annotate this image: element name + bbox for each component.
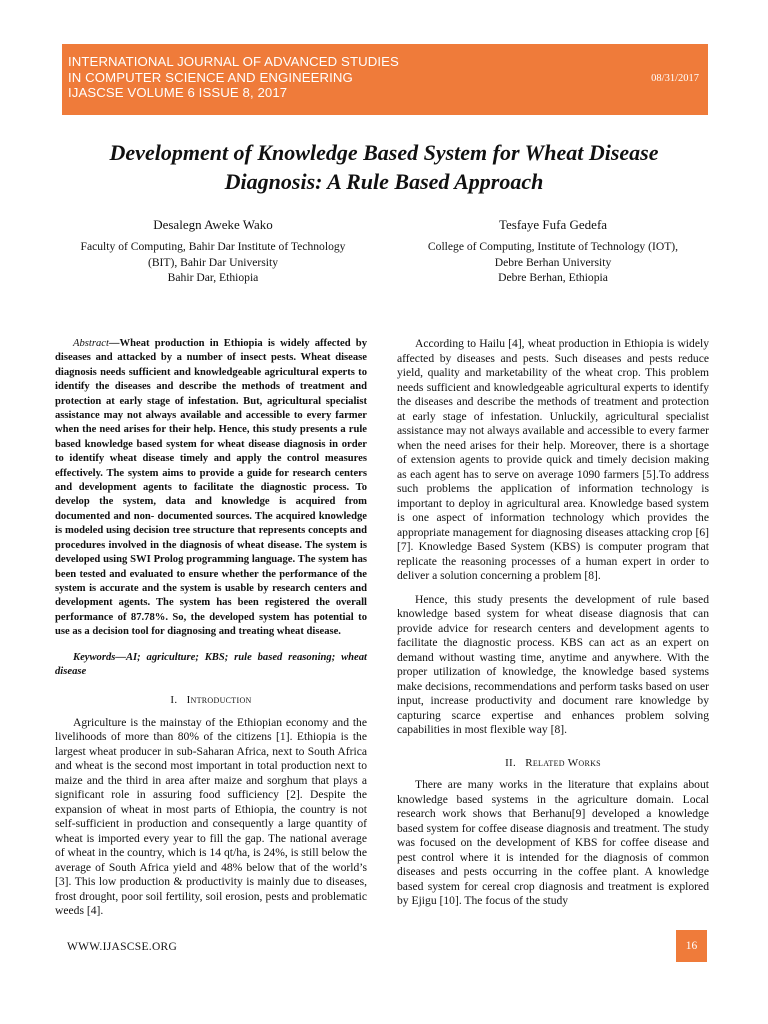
left-column [55,337,367,919]
paper-title-line-1: Development of Knowledge Based System for Wheat Disease [109,140,659,165]
introduction-paragraph: Agriculture is the mainstay of the Ethiopian economy and the livelihoods of more than 80% of the citizens [1]. Ethiopia is the largest wheat producer in sub-Saharan Africa, next to South Africa and wheat is the second most important in total production next to maize and the third in area after maize and sorghum that plays a significant role in assuring food sufficiency [2]. Despite the expansion of wheat in most parts of Ethiopia, the country is not self-sufficient in production and consequently a large quantity of wheat is imported every year to fill the gap. The national average of wheat in the country, which is 14 qt/ha, is 24%, is still below the average of South Africa yield and 48% below that of the world’s [3]. This low production & productivity is mainly due to diseases, frost drought, poor soil fertility, soil erosion, pests and problematic weeds [4]. [55,715,367,918]
author-block-1 [48,217,378,286]
paper-title [40,138,728,196]
right-column [397,337,709,909]
abstract-text: —Wheat production in Ethiopia is widely affected by diseases and attacked by a number of insect pests. Wheat disease diagnosis needs sufficient and knowledgeable agricultural experts to identify the diseases and describe the methods of treatment and protection at early stage of infestation. But, agricultural specialist assistance may not always available and accessible to every farmer when the need arises for their help. Hence, this study presents a rule based knowledge based system for wheat disease diagnosis in order to identify wheat disease timely and apply the control measures effectively. The system aims to provide a guide for research centers and development agents to facilitate the diagnostic process. To develop the system, data and knowledge is acquired from documented and non- documented sources. The acquired knowledge is modeled using decision tree structure that represents concepts and procedures involved in the diagnosis of wheat disease. The system is developed using SWI Prolog programming language. The system has been tested and evaluated to ensure whether the performance of the system is accurate and the system is usable by research centers and development agents. The system has been registered the overall performance of 87.78%. So, the developed system has potential to use as a decision tool for diagnosing and treating wheat disease. [55,338,367,638]
author-affiliation-line: College of Computing, Institute of Technology (IOT), [427,240,679,254]
page-number: 16 [676,930,707,962]
author-block-2 [388,217,718,286]
body-paragraph: Hence, this study presents the development of rule based knowledge based system for wheat disease diagnosis that can provide advice for research centers and development agents to facilitate the diagnostic process. KBS can act as an expert on demand without wasting time, anytime and anywhere. With the proper utilization of knowledge, the knowledge based systems make decisions, recommendations and perform tasks based on user input, increase productivity and document rare knowledge by capturing scarce expertise and enhances problem solving capabilities in most flexible way [8]. [397,592,709,736]
body-paragraph: According to Hailu [4], wheat production in Ethiopia is widely affected by diseases and pests. Such diseases and pests reduce yield, quality and marketability of the wheat crop. This problem needs sufficient and knowledgeable agricultural experts to identify the diseases and describe the methods of treatment and protection at early stage of infestation. Unluckily, agricultural specialist assistance may not always available and accessible to every farmer when the need arises for their help. Moreover, there is a shortage of extension agents to provide quick and timely decision making as each agent has to serve on average 1090 farmers [5].To address such problems the application of information technology is important to deploy in agricultural area. Knowledge based system is one aspect of information technology which provides the appropriate management for diagnosing diseases attacking crop [6][7]. Knowledge Based System (KBS) is computer program that replicate the reasoning processes of a human expert in order to deliver a solution concerning a problem [8]. [397,337,709,582]
author-name: Desalegn Aweke Wako [153,217,273,232]
section-number: I. [170,694,178,707]
author-location: Debre Berhan, Ethiopia [498,271,608,285]
author-location: Bahir Dar, Ethiopia [167,271,259,285]
abstract [55,337,367,640]
journal-name [68,54,399,101]
author-name: Tesfaye Fufa Gedefa [498,217,608,232]
related-works-paragraph: There are many works in the literature that explains about knowledge based systems in the agriculture domain. Local research work shows that Berhanu[9] developed a knowledge based system for coffee disease diagnosis and treatment. The study was focused on the development of KBS for coffee disease and pest control where it is intended for the diagnosis of common diseases and pests occurring in the coffee plant. A knowledge based system for cereal crop diagnosis and treatment is explored by Ejigu [10]. The focus of the study [397,778,709,907]
journal-website-link[interactable]: WWW.IJASCSE.ORG [67,941,178,953]
journal-name-line-1: INTERNATIONAL JOURNAL OF ADVANCED STUDIES [68,54,399,69]
journal-header-band [62,44,708,115]
journal-volume-issue: IJASCSE VOLUME 6 ISSUE 8, 2017 [68,85,288,101]
author-affiliation-line: (BIT), Bahir Dar University [147,255,279,269]
paper-title-line-2: Diagnosis: A Rule Based Approach [224,169,544,194]
section-title: Introduction [186,694,252,707]
section-heading-related-works [397,756,709,771]
author-affiliation-line: Faculty of Computing, Bahir Dar Institute of Technology [80,240,346,254]
keywords: Keywords—AI; agriculture; KBS; rule based reasoning; wheat disease [55,651,367,677]
abstract-lead: Abstract [73,338,109,349]
author-affiliation-line: Debre Berhan University [494,255,612,269]
section-heading-introduction [55,693,367,708]
journal-name-line-2: IN COMPUTER SCIENCE AND ENGINEERING [68,69,353,85]
section-title: Related Works [525,756,601,769]
section-number: II. [505,756,517,769]
publication-date: 08/31/2017 [651,73,699,84]
